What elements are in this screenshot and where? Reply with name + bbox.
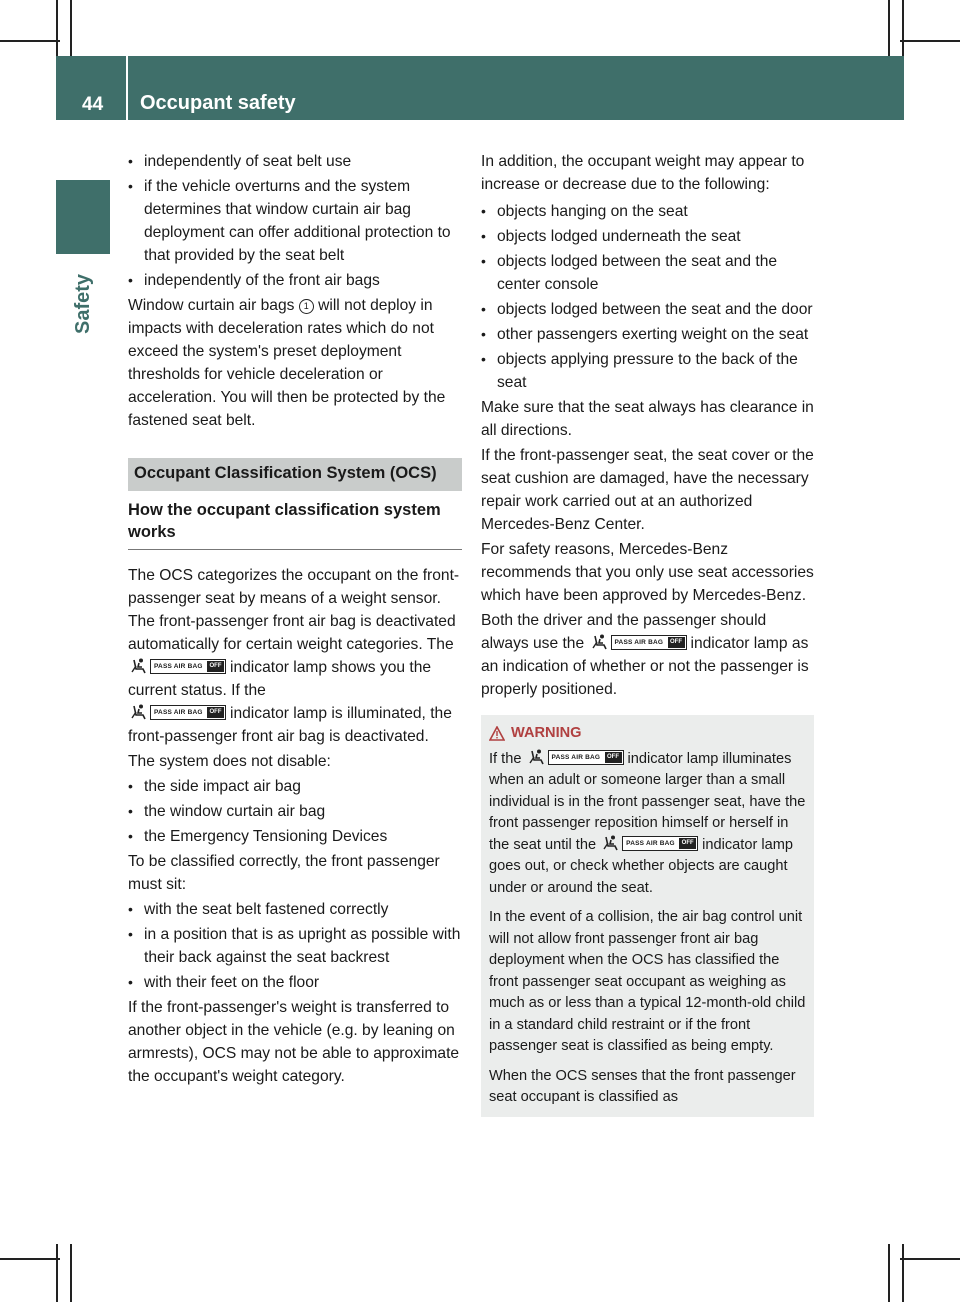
list-item: • objects hanging on the seat: [481, 200, 814, 223]
paragraph: The OCS categorizes the occupant on the front-passenger seat by means of a weight sensor. The front-passenger front air bag is deactivated automatically for certain weight categories. The PASS AIR BAG OFF indicator lamp shows you the current status. If the PASS AIR BAG OFF indicator lamp is illuminated, the front-passenger front air bag is deactivated.: [128, 567, 460, 745]
bullet-list: [481, 200, 814, 394]
crop-mark: [902, 1244, 904, 1302]
crop-mark: [902, 0, 904, 60]
page-number: 44: [82, 94, 104, 115]
warning-box: [481, 715, 814, 1117]
bullet-list: [128, 898, 462, 994]
paragraph: Window curtain air bags 1 will not deploy in impacts with deceleration rates which do not exceed the system's preset deployment thresholds for vehicle deceleration or acceleration. You will then be protected by the fastened seat belt.: [128, 297, 446, 429]
crop-mark: [900, 40, 960, 42]
pass-airbag-off-icon: PASS AIR BAG OFF: [611, 635, 687, 650]
paragraph: Both the driver and the passenger should always use the PASS AIR BAG OFF indicator lamp as an indication of whether or not the passenger is properly positioned.: [481, 612, 809, 698]
list-item: • objects lodged underneath the seat: [481, 225, 814, 248]
section-heading-box: [128, 458, 462, 491]
warning-paragraph: In the event of a collision, the air bag control unit will not allow front passenger front air bag deployment when the OCS has classified the front passenger seat occupant as weighing as much as or less than a typical 12-month-old child in a standard child restraint or if the front passenger seat is classified as being empty.: [489, 909, 806, 1054]
warning-heading: WARNING: [489, 723, 806, 745]
child-seat-icon: [528, 749, 546, 765]
paragraph: The system does not disable:: [128, 753, 331, 770]
side-tab-label: Safety: [72, 273, 94, 334]
crop-mark: [888, 1244, 890, 1302]
paragraph: If the front-passenger seat, the seat cover or the seat cushion are damaged, have the necessary repair work carried out at an authorized Mercedes-Benz Center.: [481, 447, 814, 533]
callout-number-icon: 1: [299, 299, 314, 314]
list-item: • the side impact air bag: [128, 775, 462, 798]
warning-triangle-icon: [489, 726, 505, 741]
list-item: • objects lodged between the seat and the center console: [481, 250, 814, 296]
crop-mark: [0, 40, 60, 42]
list-item: • the window curtain air bag: [128, 800, 462, 823]
paragraph: If the front-passenger's weight is transferred to another object in the vehicle (e.g. by leaning on armrests), OCS may not be able to approximate the occupant's weight category.: [128, 999, 460, 1085]
section-title: Occupant Classification System (OCS): [134, 464, 437, 482]
paragraph: Make sure that the seat always has clearance in all directions.: [481, 399, 814, 439]
bullet-list: [128, 150, 462, 292]
list-item: • independently of the front air bags: [128, 269, 462, 292]
crop-mark: [0, 1258, 60, 1260]
list-item: • in a position that is as upright as possible with their back against the seat backrest: [128, 923, 462, 969]
bullet-list: [128, 775, 462, 848]
pass-airbag-off-icon: PASS AIR BAG OFF: [150, 659, 226, 674]
left-column: [128, 150, 462, 1090]
child-seat-icon: [591, 634, 609, 650]
paragraph: To be classified correctly, the front passenger must sit:: [128, 853, 440, 893]
page-header: [56, 56, 904, 120]
crop-mark: [70, 1244, 72, 1302]
crop-mark: [56, 0, 58, 60]
list-item: • with their feet on the floor: [128, 971, 462, 994]
pass-airbag-off-icon: PASS AIR BAG OFF: [622, 836, 698, 851]
list-item: • with the seat belt fastened correctly: [128, 898, 462, 921]
header-divider: [126, 56, 128, 120]
list-item: • the Emergency Tensioning Devices: [128, 825, 462, 848]
subheading: How the occupant classification system works: [128, 499, 462, 550]
crop-mark: [70, 0, 72, 60]
list-item: • independently of seat belt use: [128, 150, 462, 173]
pass-airbag-off-icon: PASS AIR BAG OFF: [548, 750, 624, 765]
crop-mark: [56, 1244, 58, 1302]
side-tab-block: [56, 180, 110, 254]
list-item: • objects lodged between the seat and the door: [481, 298, 814, 321]
child-seat-icon: [602, 835, 620, 851]
warning-paragraph: If the PASS AIR BAG OFF indicator lamp illuminates when an adult or someone larger than a small individual is in the front passenger seat, have the front passenger reposition himself or herself in the seat until the PASS AIR BAG OFF indicator lamp goes out, or check whether objects are caught under or around the seat.: [489, 750, 806, 896]
paragraph: In addition, the occupant weight may appear to increase or decrease due to the following:: [481, 153, 805, 193]
list-item: • objects applying pressure to the back of the seat: [481, 348, 814, 394]
child-seat-icon: [130, 658, 148, 674]
list-item: • other passengers exerting weight on the seat: [481, 323, 814, 346]
crop-mark: [888, 0, 890, 60]
paragraph: For safety reasons, Mercedes-Benz recommends that you only use seat accessories which have been approved by Mercedes-Benz.: [481, 541, 814, 604]
crop-mark: [900, 1258, 960, 1260]
pass-airbag-off-icon: PASS AIR BAG OFF: [150, 705, 226, 720]
page-title: Occupant safety: [140, 92, 296, 114]
right-column: [481, 150, 814, 1117]
list-item: • if the vehicle overturns and the system determines that window curtain air bag deployment can offer additional protection to that provided by the seat belt: [128, 175, 462, 267]
child-seat-icon: [130, 704, 148, 720]
warning-paragraph: When the OCS senses that the front passenger seat occupant is classified as: [489, 1067, 796, 1105]
